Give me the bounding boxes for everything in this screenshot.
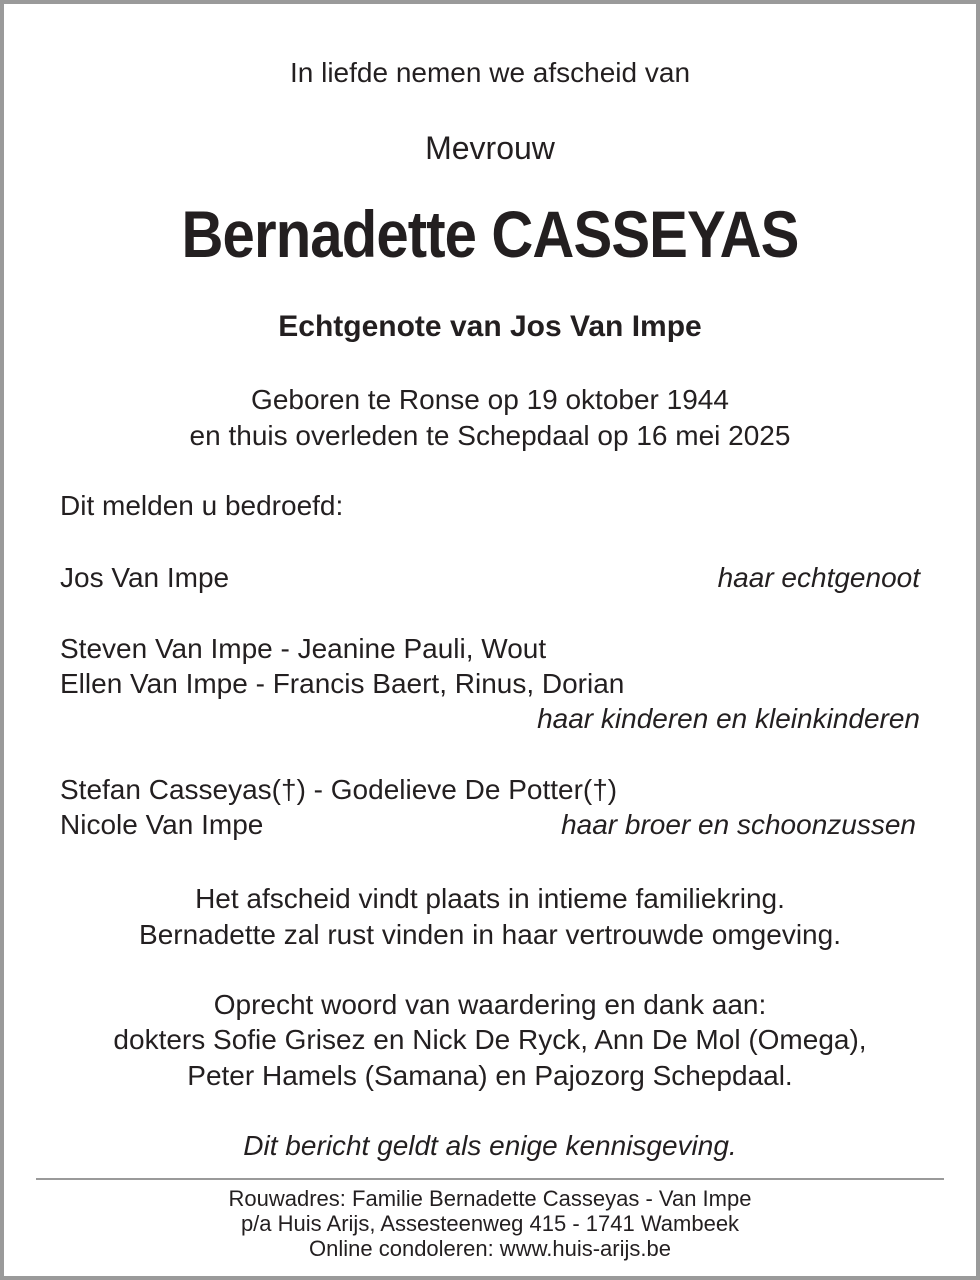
farewell-message-line: Bernadette zal rust vinden in haar vertrouwde omgeving.	[139, 919, 841, 950]
deceased-name: Bernadette CASSEYAS	[181, 197, 799, 271]
spouse-line: Echtgenote van Jos Van Impe	[278, 310, 702, 343]
thanks-line: Oprecht woord van waardering en dank aan:	[213, 989, 767, 1020]
thanks-line: Peter Hamels (Samana) en Pajozorg Schepdaal.	[187, 1060, 793, 1091]
intro-line: In liefde nemen we afscheid van	[289, 57, 691, 88]
relative-child-line: Ellen Van Impe - Francis Baert, Rinus, Dorian	[60, 668, 625, 699]
relative-sibling-line: Stefan Casseyas(†) - Godelieve De Potter(†)	[60, 774, 618, 805]
footer-address-line: p/a Huis Arijs, Assesteenweg 415 - 1741 Wambeek	[240, 1211, 740, 1236]
relatives-intro: Dit melden u bedroefd:	[60, 490, 344, 521]
death-line: en thuis overleden te Schepdaal op 16 mei 2025	[189, 420, 791, 451]
relative-children-role: haar kinderen en kleinkinderen	[537, 703, 920, 734]
relative-sibling-line: Nicole Van Impe	[60, 809, 264, 840]
relative-spouse-role: haar echtgenoot	[717, 562, 920, 593]
birth-line: Geboren te Ronse op 19 oktober 1944	[251, 384, 729, 415]
relative-child-line: Steven Van Impe - Jeanine Pauli, Wout	[60, 633, 547, 664]
footer-divider	[36, 1178, 944, 1180]
relative-siblings-role: haar broer en schoonzussen	[561, 809, 916, 840]
farewell-message-line: Het afscheid vindt plaats in intieme familiekring.	[195, 883, 785, 914]
notice-line: Dit bericht geldt als enige kennisgeving.	[243, 1130, 737, 1161]
honorific-title: Mevrouw	[425, 130, 555, 166]
footer-address-line: Rouwadres: Familie Bernadette Casseyas - Van Impe	[228, 1186, 752, 1211]
relative-spouse-name: Jos Van Impe	[60, 562, 230, 593]
thanks-line: dokters Sofie Grisez en Nick De Ryck, Ann De Mol (Omega),	[113, 1024, 867, 1055]
footer-condolences: Online condoleren: www.huis-arijs.be	[309, 1236, 671, 1261]
